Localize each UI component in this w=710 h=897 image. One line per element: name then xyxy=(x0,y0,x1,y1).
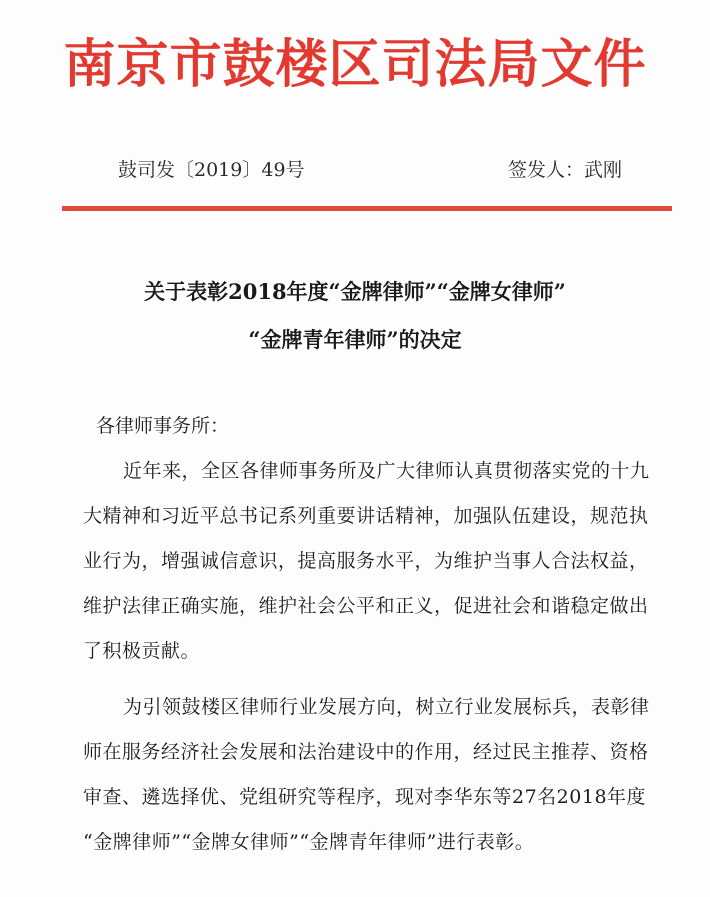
decision-title-line: “金牌青年律师”的决定 xyxy=(248,327,462,352)
body-paragraph-1 xyxy=(83,449,668,674)
paragraph-line: 了积极贡献。 xyxy=(83,640,201,662)
red-divider-line xyxy=(62,206,672,211)
paragraph-line: 审查、遴选择优、党组研究等程序，现对李华东等27名2018年度 xyxy=(83,786,647,808)
signer-label: 签发人： xyxy=(508,159,585,181)
paragraph-line: 近年来，全区各律师事务所及广大律师认真贯彻落实党的十九 xyxy=(123,460,650,482)
signer-block xyxy=(508,157,622,183)
paragraph-line: 大精神和习近平总书记系列重要讲话精神，加强队伍建设，规范执 xyxy=(83,505,649,527)
decision-title-line: 关于表彰2018年度“金牌律师”“金牌女律师” xyxy=(144,279,566,304)
paragraph-line: 业行为，增强诚信意识，提高服务水平，为维护当事人合法权益， xyxy=(83,550,649,572)
document-number: 鼓司发〔2019〕49号 xyxy=(118,159,305,181)
body-paragraph-2 xyxy=(83,685,668,865)
paragraph-line: 维护法律正确实施，维护社会公平和正义，促进社会和谐稳定做出 xyxy=(83,595,649,617)
salutation: 各律师事务所： xyxy=(96,415,230,437)
paragraph-line: 为引领鼓楼区律师行业发展方向，树立行业发展标兵，表彰律 xyxy=(123,696,650,718)
paragraph-line: 师在服务经济社会发展和法治建设中的作用，经过民主推荐、资格 xyxy=(83,741,649,763)
paragraph-line: “金牌律师”“金牌女律师”“金牌青年律师”进行表彰。 xyxy=(83,831,535,853)
issuing-authority-header: 南京市鼓楼区司法局文件 xyxy=(63,35,647,95)
signer-name: 武刚 xyxy=(584,159,623,181)
decision-title xyxy=(0,268,710,364)
